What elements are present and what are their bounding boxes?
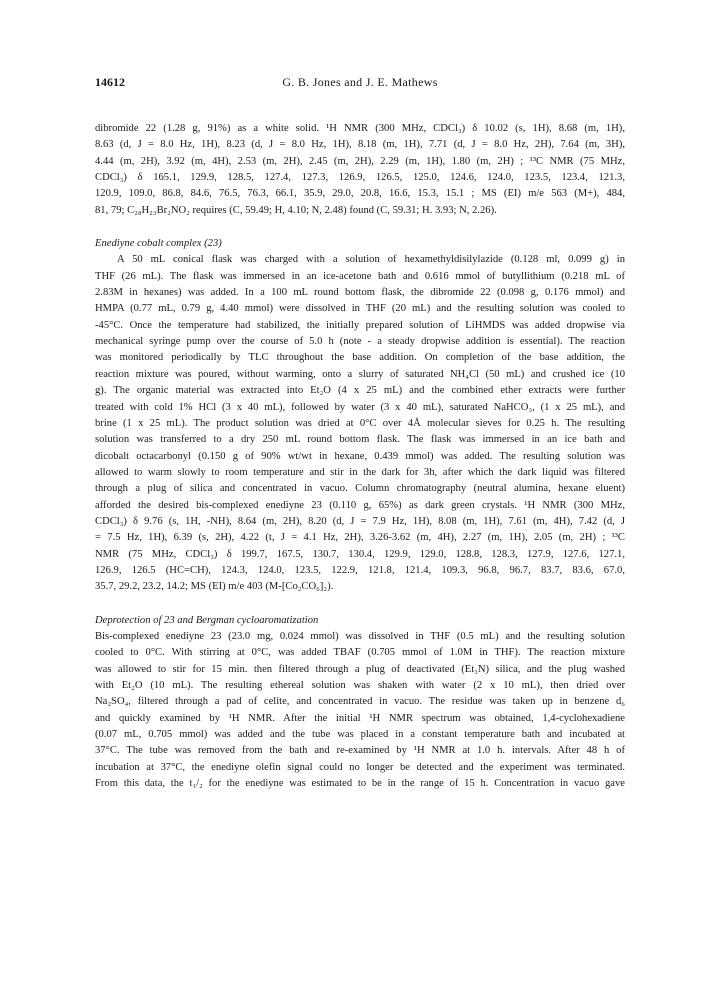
- text-line: 8.63 (d, J = 8.0 Hz, 1H), 8.23 (d, J = 8.0 Hz, 1H), 8.18 (m, 1H), 7.71 (d, J = 8.0 Hz, 2H), 7.64 (m, 3H),: [95, 139, 625, 151]
- text-line: with Et₂O (10 mL). The resulting ethereal solution was shaken with water (2 x 10 mL), then dried over: [95, 680, 625, 691]
- text-line: 126.9, 126.5 (HC=CH), 124.3, 124.0, 123.5, 122.9, 121.8, 121.4, 109.3, 96.8, 96.7, 83.7, 83.6, 67.0,: [95, 564, 625, 576]
- text-line: (0.07 mL, 0.705 mmol) was added and the tube was placed in a constant temperature bath and incubated at: [95, 729, 625, 741]
- text-line: 81, 79; C₂₈H₂₃Br₂NO₂ requires (C, 59.49; H, 4.10; N, 2.48) found (C, 59.31; H. 3.93; N, 2.26).: [95, 204, 497, 216]
- article-body: [95, 121, 625, 792]
- text-line: NMR (75 MHz, CDCl₃) δ 199.7, 167.5, 130.7, 130.4, 129.9, 129.0, 128.8, 128.3, 127.9, 127.6, 127.1,: [95, 548, 625, 560]
- text-line: and quickly examined by ¹H NMR. After the initial ¹H NMR spectrum was obtained, 1,4-cyclohexadiene: [95, 712, 625, 724]
- text-line: reaction mixture was poured, without warming, onto a slurry of saturated NH₄Cl (50 mL) and crushed ice (10: [95, 368, 625, 380]
- section-heading: Enediyne cobalt complex (23): [95, 238, 222, 250]
- text-line: afforded the desired bis-complexed enediyne 23 (0.110 g, 65%) as dark green crystals. ¹H NMR (300 MHz,: [95, 499, 625, 511]
- text-line: was allowed to stir for 15 min. then filtered through a plug of deactivated (Et₃N) silica, and the plug washed: [95, 663, 625, 675]
- text-line: THF (26 mL). The flask was immersed in an ice-acetone bath and 0.616 mmol of butyllithium (0.218 mL of: [95, 270, 625, 282]
- text-line: dicobalt octacarbonyl (0.150 g of 90% wt/wt in hexane, 0.439 mmol) was added. The resulting solution was: [95, 450, 625, 462]
- text-line: A 50 mL conical flask was charged with a solution of hexamethyldisilylazide (0.128 ml, 0.099 g) in: [117, 254, 625, 266]
- text-line: allowed to warm slowly to room temperature and stir in the dark for 3h, after which the dark liquid was filtered: [95, 466, 625, 478]
- text-line: HMPA (0.77 mL, 0.79 g, 4.40 mmol) were dissolved in THF (20 mL) and the resulting solution was cooled to: [95, 303, 625, 315]
- section-gap: [95, 596, 625, 613]
- running-head: G. B. Jones and J. E. Mathews: [282, 75, 438, 89]
- text-line: dibromide 22 (1.28 g, 91%) as a white solid. ¹H NMR (300 MHz, CDCl₃) δ 10.02 (s, 1H), 8.68 (m, 1H),: [95, 123, 625, 134]
- text-line: cooled to 0°C. With stirring at 0°C, was added TBAF (0.705 mmol of 1.0M in THF). The reaction mixture: [95, 647, 625, 659]
- text-line: g). The organic material was extracted into Et₂O (4 x 25 mL) and the combined ether extracts were further: [95, 385, 625, 397]
- page-number: 14612: [95, 75, 125, 89]
- text-line: 120.9, 109.0, 86.8, 84.6, 76.5, 76.3, 66.1, 35.9, 29.0, 20.8, 16.6, 15.3, 15.1 ; MS (EI) m/e 563 (M+), 484,: [95, 188, 625, 200]
- text-line: mechanical syringe pump over the course of 5.0 h (note - a steady dropwise addition is essential). The reaction: [95, 336, 625, 348]
- text-line: Na₂SO₄, filtered through a pad of celite, and concentrated in vacuo. The residue was taken up in benzene d₆: [95, 696, 625, 708]
- text-line: 37°C. The tube was removed from the bath and re-examined by ¹H NMR at 1.0 h. intervals. After 48 h of: [95, 745, 625, 757]
- text-line: = 7.5 Hz, 1H), 6.39 (s, 2H), 4.22 (t, J = 4.1 Hz, 2H), 3.26-3.62 (m, 4H), 2.27 (m, 1H), 2.05 (m, 2H) ; ¹³C: [95, 532, 625, 544]
- text-line: Bis-complexed enediyne 23 (23.0 mg, 0.024 mmol) was dissolved in THF (0.5 mL) and the resulting solution: [95, 630, 625, 642]
- text-line: 35.7, 29.2, 23.2, 14.2; MS (EI) m/e 403 (M-[Co₂CO₆]₂).: [95, 581, 334, 593]
- text-line: solution was transferred to a dry 250 mL round bottom flask. The flask was immersed in an ice bath and: [95, 434, 625, 446]
- section-gap: [95, 219, 625, 236]
- text-line: brine (1 x 25 mL). The product solution was dried at 0°C over 4Å molecular sieves for 0.25 h. The resulting: [95, 417, 625, 429]
- page-header: [95, 75, 625, 91]
- text-line: -45°C. Once the temperature had stabilized, the initially prepared solution of LiHMDS was added dropwise via: [95, 319, 625, 331]
- text-line: CDCl₃) δ 9.76 (s, 1H, -NH), 8.64 (m, 2H), 8.20 (d, J = 7.9 Hz, 1H), 8.08 (m, 1H), 7.61 (m, 4H), 7.42 (d, J: [95, 515, 625, 527]
- text-line: was monitored periodically by TLC throughout the base addition. On completion of the base addition, the: [95, 352, 625, 364]
- text-line: incubation at 37°C, the enediyne olefin signal could no longer be detected and the experiment was terminated.: [95, 761, 625, 773]
- text-line: treated with cold 1% HCl (3 x 40 mL), followed by water (3 x 40 mL), saturated NaHCO₃, (1 x 25 mL), and: [95, 401, 625, 413]
- text-line: From this data, the t₁/₂ for the enediyne was estimated to be in the range of 15 h. Concentration in vacuo gave: [95, 778, 625, 790]
- section-heading: Deprotection of 23 and Bergman cycloaromatization: [95, 614, 319, 626]
- text-line: through a plug of silica and concentrated in vacuo. Column chromatography (neutral alumina, hexane eluent): [95, 483, 625, 495]
- text-line: 4.44 (m, 2H), 3.92 (m, 4H), 2.53 (m, 2H), 2.45 (m, 2H), 2.29 (m, 1H), 1.80 (m, 2H) ; ¹³C NMR (75 MHz,: [95, 155, 625, 167]
- text-line: 2.83M in hexanes) was added. In a 100 mL round bottom flask, the dibromide 22 (0.098 g, 0.176 mmol) and: [95, 287, 625, 299]
- text-line: CDCl₃) δ 165.1, 129.9, 128.5, 127.4, 127.3, 126.9, 126.5, 125.0, 124.6, 124.0, 123.5, 123.4, 121.3,: [95, 172, 625, 184]
